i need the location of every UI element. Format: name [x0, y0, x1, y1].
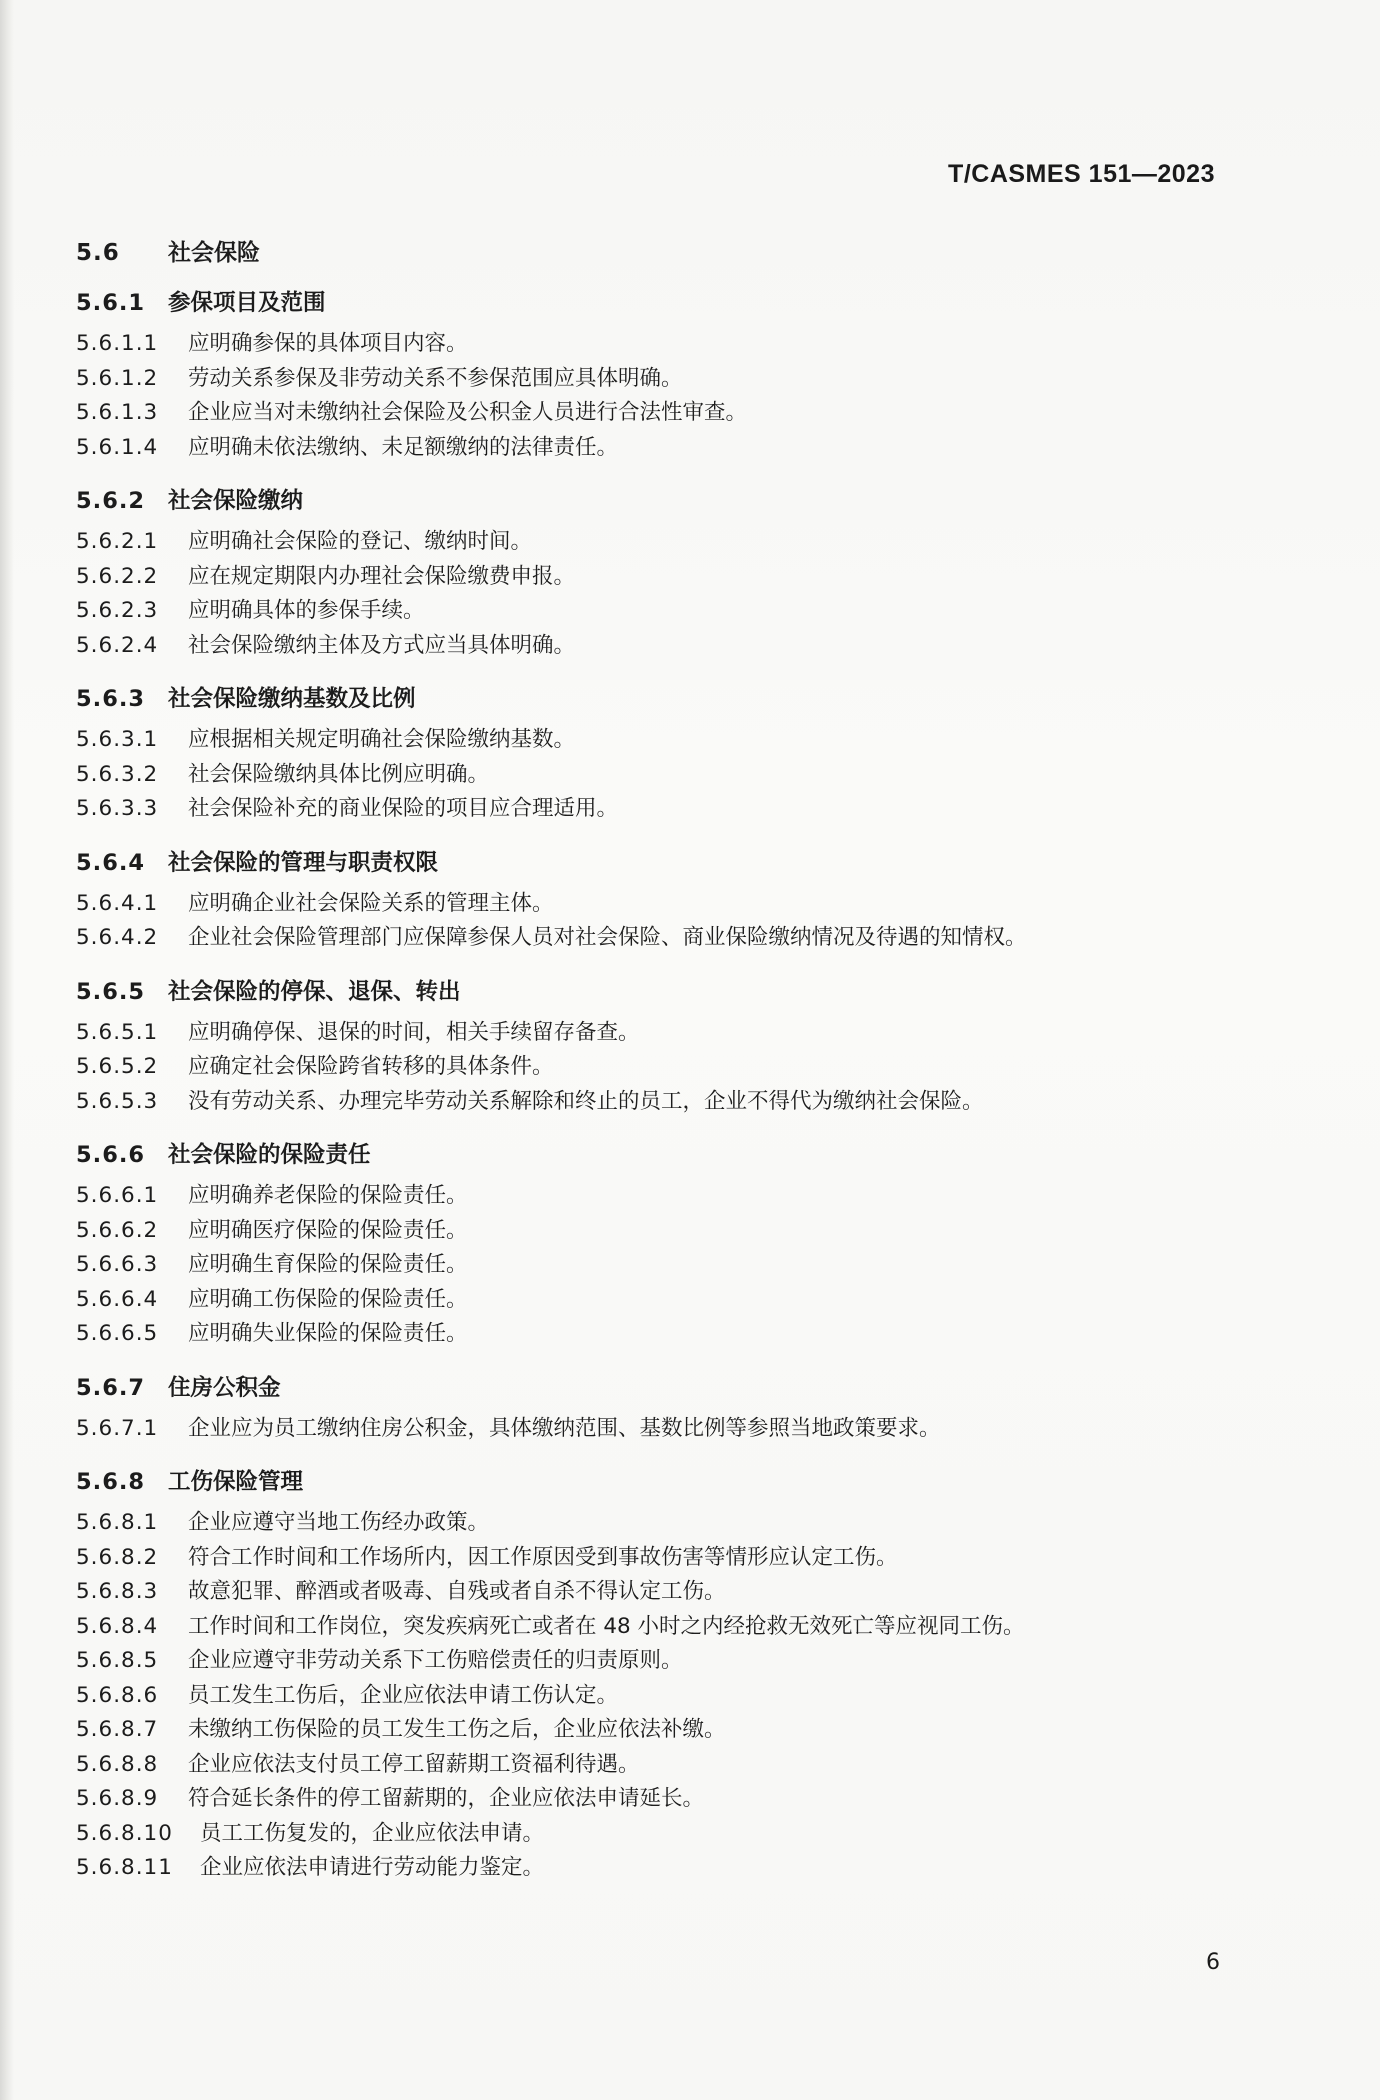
clause-item — [76, 1713, 1256, 1748]
clause-number: 5.6.3.1 — [76, 727, 159, 752]
clause-number: 5.6.3.3 — [76, 796, 159, 821]
clause-item — [76, 1679, 1256, 1714]
clause-number: 5.6.8.2 — [76, 1544, 159, 1570]
clause-number: 5.6.4.1 — [76, 890, 159, 916]
clause-text: 企业应当对未缴纳社会保险及公积金人员进行合法性审查。 — [188, 400, 748, 425]
clause-text: 企业应遵守非劳动关系下工伤赔偿责任的归责原则。 — [188, 1648, 683, 1673]
clause-number: 5.6.8.7 — [76, 1717, 159, 1742]
subsection-heading — [76, 1370, 1256, 1402]
subsection-heading — [76, 845, 1256, 877]
subsection-list — [76, 285, 1256, 1886]
clause-number: 5.6.8.3 — [76, 1579, 159, 1604]
subsection-heading — [76, 483, 1256, 515]
clause-text: 工作时间和工作岗位，突发疾病死亡或者在 48 小时之内经抢救无效死亡等应视同工伤。 — [188, 1613, 1025, 1639]
clause-text: 应明确未依法缴纳、未足额缴纳的法律责任。 — [188, 434, 619, 460]
clause-number: 5.6.5.2 — [76, 1054, 159, 1079]
subsection-number: 5.6.1 — [76, 290, 146, 316]
clause-item — [76, 723, 1256, 758]
subsection-number: 5.6.4 — [76, 849, 146, 876]
clause-number: 5.6.8.4 — [76, 1613, 159, 1639]
clause-number: 5.6.6.3 — [76, 1252, 159, 1277]
subsection-title: 社会保险缴纳基数及比例 — [168, 686, 416, 712]
clause-item — [76, 1016, 1256, 1051]
clause-number: 5.6.6.5 — [76, 1321, 159, 1346]
clause-item — [76, 1506, 1256, 1541]
clause-item — [76, 1283, 1256, 1318]
clause-text: 应在规定期限内办理社会保险缴费申报。 — [188, 563, 576, 589]
subsection-title: 住房公积金 — [168, 1374, 281, 1401]
clause-item — [76, 1248, 1256, 1283]
clause-text: 应明确具体的参保手续。 — [188, 598, 425, 623]
clause-text: 应明确生育保险的保险责任。 — [188, 1252, 468, 1277]
subsection-heading — [76, 285, 1256, 317]
clause-text: 符合工作时间和工作场所内，因工作原因受到事故伤害等情形应认定工伤。 — [188, 1544, 898, 1570]
clause-item — [76, 1412, 1256, 1447]
clause-number: 5.6.8.1 — [76, 1510, 159, 1535]
clause-number: 5.6.4.2 — [76, 925, 159, 950]
clause-text: 员工发生工伤后，企业应依法申请工伤认定。 — [188, 1682, 619, 1708]
clause-text: 企业应依法支付员工停工留薪期工资福利待遇。 — [188, 1751, 640, 1777]
clause-item — [76, 1644, 1256, 1679]
clause-text: 符合延长条件的停工留薪期的，企业应依法申请延长。 — [188, 1786, 705, 1811]
subsection-heading — [76, 974, 1256, 1006]
section-heading — [76, 234, 1256, 267]
clause-text: 应明确参保的具体项目内容。 — [188, 331, 468, 356]
clause-number: 5.6.6.1 — [76, 1183, 159, 1208]
clause-text: 应明确养老保险的保险责任。 — [188, 1183, 468, 1208]
clause-item — [76, 1179, 1256, 1214]
subsection-title: 参保项目及范围 — [168, 290, 326, 316]
clause-number: 5.6.2.3 — [76, 598, 159, 623]
clause-item — [76, 431, 1256, 466]
clause-text: 劳动关系参保及非劳动关系不参保范围应具体明确。 — [188, 365, 683, 391]
page-number: 6 — [1206, 1950, 1220, 1975]
subsection-title: 社会保险的停保、退保、转出 — [168, 978, 461, 1005]
clause-item — [76, 1610, 1256, 1645]
clause-item — [76, 921, 1256, 956]
clause-number: 5.6.6.2 — [76, 1217, 159, 1243]
clause-number: 5.6.1.3 — [76, 400, 159, 425]
clause-number: 5.6.8.10 — [76, 1820, 173, 1846]
clause-number: 5.6.5.1 — [76, 1019, 159, 1045]
clause-item — [76, 1085, 1256, 1120]
clause-text: 社会保险缴纳主体及方式应当具体明确。 — [188, 632, 576, 658]
document-body — [76, 228, 1256, 1886]
clause-item — [76, 629, 1256, 664]
clause-number: 5.6.2.4 — [76, 632, 159, 658]
clause-number: 5.6.8.11 — [76, 1855, 173, 1880]
subsection-heading — [76, 1137, 1256, 1169]
clause-item — [76, 1782, 1256, 1817]
clause-text: 企业社会保险管理部门应保障参保人员对社会保险、商业保险缴纳情况及待遇的知情权。 — [188, 925, 1027, 950]
clause-number: 5.6.8.8 — [76, 1751, 159, 1777]
clause-text: 社会保险补充的商业保险的项目应合理适用。 — [188, 796, 619, 821]
subsection-heading — [76, 1464, 1256, 1496]
clause-text: 故意犯罪、醉酒或者吸毒、自残或者自杀不得认定工伤。 — [188, 1579, 726, 1604]
clause-item — [76, 560, 1256, 595]
clause-text: 员工工伤复发的，企业应依法申请。 — [200, 1820, 545, 1846]
clause-item — [76, 396, 1256, 431]
clause-number: 5.6.2.1 — [76, 529, 159, 554]
subsection-number: 5.6.3 — [76, 686, 146, 712]
clause-item — [76, 1214, 1256, 1249]
clause-number: 5.6.7.1 — [76, 1415, 159, 1441]
section-number: 5.6 — [76, 240, 120, 266]
clause-item — [76, 1851, 1256, 1886]
clause-item — [76, 525, 1256, 560]
clause-item — [76, 1317, 1256, 1352]
clause-text: 企业应为员工缴纳住房公积金，具体缴纳范围、基数比例等参照当地政策要求。 — [188, 1415, 941, 1441]
clause-text: 应根据相关规定明确社会保险缴纳基数。 — [188, 727, 576, 752]
clause-item — [76, 1748, 1256, 1783]
clause-text: 应确定社会保险跨省转移的具体条件。 — [188, 1054, 554, 1079]
standard-code: T/CASMES 151—2023 — [948, 160, 1215, 188]
clause-text: 应明确失业保险的保险责任。 — [188, 1321, 468, 1346]
subsection-number: 5.6.2 — [76, 488, 146, 514]
section-title: 社会保险 — [168, 240, 260, 266]
clause-item — [76, 327, 1256, 362]
clause-item — [76, 594, 1256, 629]
clause-text: 未缴纳工伤保险的员工发生工伤之后，企业应依法补缴。 — [188, 1717, 726, 1742]
clause-number: 5.6.1.4 — [76, 434, 159, 460]
clause-item — [76, 887, 1256, 922]
clause-item — [76, 1575, 1256, 1610]
clause-text: 应明确医疗保险的保险责任。 — [188, 1217, 468, 1243]
clause-number: 5.6.5.3 — [76, 1088, 159, 1114]
subsection-title: 社会保险的保险责任 — [168, 1142, 371, 1168]
clause-number: 5.6.3.2 — [76, 761, 159, 787]
subsection-number: 5.6.7 — [76, 1374, 146, 1401]
clause-text: 应明确停保、退保的时间，相关手续留存备查。 — [188, 1019, 640, 1045]
subsection-number: 5.6.5 — [76, 978, 146, 1005]
clause-number: 5.6.1.1 — [76, 331, 159, 356]
clause-text: 企业应遵守当地工伤经办政策。 — [188, 1510, 490, 1535]
subsection-heading — [76, 681, 1256, 713]
clause-text: 社会保险缴纳具体比例应明确。 — [188, 761, 490, 787]
clause-item — [76, 1541, 1256, 1576]
clause-text: 应明确工伤保险的保险责任。 — [188, 1286, 468, 1312]
page-fold-shadow — [0, 0, 14, 2100]
clause-item — [76, 362, 1256, 397]
clause-number: 5.6.6.4 — [76, 1286, 159, 1312]
clause-text: 企业应依法申请进行劳动能力鉴定。 — [200, 1855, 545, 1880]
clause-number: 5.6.2.2 — [76, 563, 159, 589]
clause-item — [76, 1050, 1256, 1085]
clause-text: 应明确企业社会保险关系的管理主体。 — [188, 890, 554, 916]
clause-item — [76, 1817, 1256, 1852]
clause-text: 没有劳动关系、办理完毕劳动关系解除和终止的员工，企业不得代为缴纳社会保险。 — [188, 1088, 984, 1114]
subsection-number: 5.6.8 — [76, 1469, 146, 1495]
clause-text: 应明确社会保险的登记、缴纳时间。 — [188, 529, 533, 554]
clause-number: 5.6.1.2 — [76, 365, 159, 391]
subsection-title: 工伤保险管理 — [168, 1469, 304, 1495]
clause-number: 5.6.8.6 — [76, 1682, 159, 1708]
clause-item — [76, 792, 1256, 827]
subsection-number: 5.6.6 — [76, 1142, 146, 1168]
subsection-title: 社会保险缴纳 — [168, 488, 304, 514]
clause-number: 5.6.8.9 — [76, 1786, 159, 1811]
clause-item — [76, 758, 1256, 793]
subsection-title: 社会保险的管理与职责权限 — [168, 849, 439, 876]
clause-number: 5.6.8.5 — [76, 1648, 159, 1673]
